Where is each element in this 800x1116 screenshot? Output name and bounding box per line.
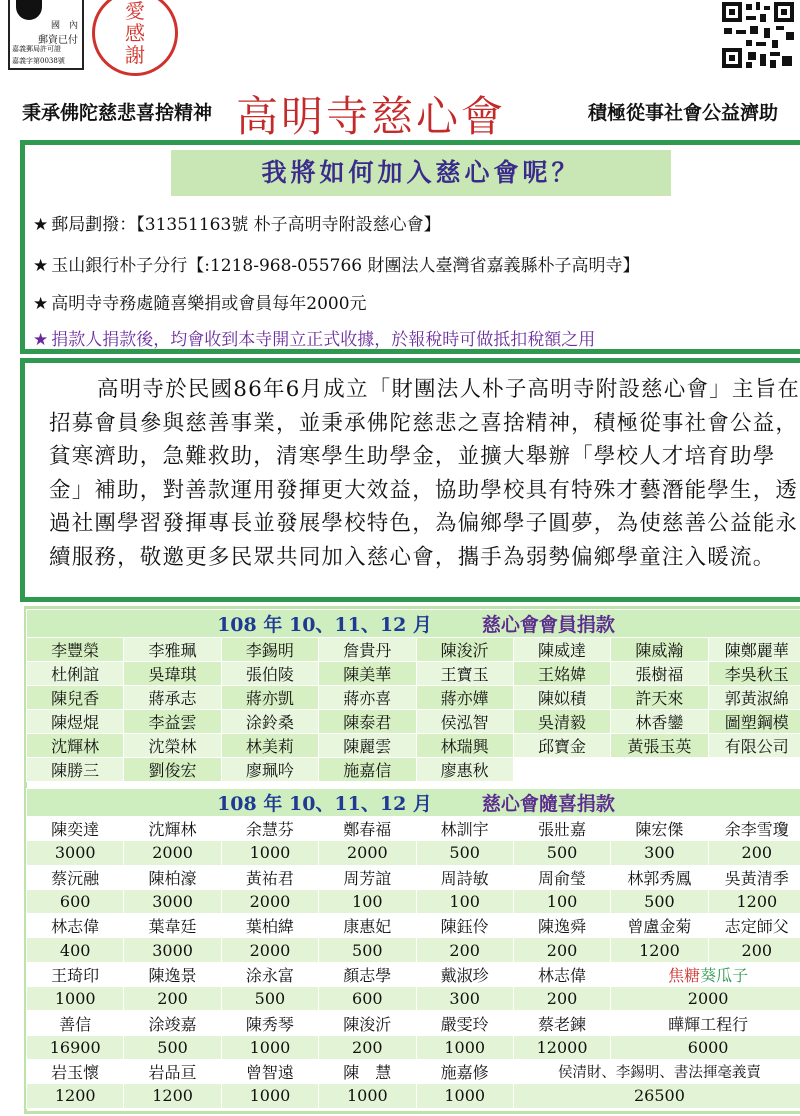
- donation-amount: 12000: [513, 1035, 610, 1059]
- donor-name: 康惠妃: [319, 914, 416, 938]
- table-row: [27, 865, 800, 889]
- member-name: 沈榮林: [124, 734, 221, 758]
- intro-box: [20, 358, 800, 602]
- member-name: 林美莉: [221, 734, 318, 758]
- donor-name: 陳鈺伶: [416, 914, 513, 938]
- donor-name: 余慧芬: [221, 817, 318, 841]
- table-row: [27, 938, 800, 962]
- donation-amount: 200: [708, 841, 800, 865]
- caption-period: 108 年 10、11、12 月: [217, 614, 432, 636]
- member-name: 王寶玉: [416, 662, 513, 686]
- member-name: 李雅珮: [124, 638, 221, 662]
- join-line-text: 高明寺寺務處隨喜樂捐或會員每年2000元: [51, 294, 367, 314]
- donor-name: 周芳誼: [319, 865, 416, 889]
- table-row: [27, 1011, 800, 1035]
- donor-name: 葉柏緯: [221, 914, 318, 938]
- donation-amount: 200: [513, 938, 610, 962]
- donation-amount: 200: [124, 987, 221, 1011]
- donation-amount: 300: [611, 841, 708, 865]
- donation-amount: 100: [319, 889, 416, 913]
- donor-name: 陳秀琴: [221, 1011, 318, 1035]
- donation-amount: 1000: [416, 1035, 513, 1059]
- donor-name: 吳黃清季: [708, 865, 800, 889]
- donor-name: 葉韋廷: [124, 914, 221, 938]
- donation-amount: 500: [124, 1035, 221, 1059]
- donation-amount: 1200: [124, 1084, 221, 1108]
- donor-name: 蔡老鍊: [513, 1011, 610, 1035]
- table-row: [27, 841, 800, 865]
- member-name: 詹貴丹: [319, 638, 416, 662]
- donor-name: 周詩敏: [416, 865, 513, 889]
- donation-amount: 26500: [513, 1084, 800, 1108]
- member-name: 李益雲: [124, 710, 221, 734]
- postmark-line: 郵資已付: [38, 35, 78, 46]
- donation-amount: 2000: [221, 889, 318, 913]
- donation-amount: 500: [513, 841, 610, 865]
- donation-amount: 2000: [221, 938, 318, 962]
- donation-amount: 600: [319, 987, 416, 1011]
- donation-table-caption: [27, 789, 800, 817]
- seal-char: 愛: [125, 0, 145, 23]
- top-strip: [0, 0, 800, 82]
- donor-name: 陳逸舜: [513, 914, 610, 938]
- member-name: 陳鄭麗華: [708, 638, 800, 662]
- donation-amount: 1000: [27, 987, 124, 1011]
- member-name: 圖塑鋼模: [708, 710, 800, 734]
- donor-name: 嚴雯玲: [416, 1011, 513, 1035]
- page-title: 高明寺慈心會: [236, 92, 507, 141]
- donation-amount: 1200: [611, 938, 708, 962]
- member-name: 陳麗雲: [319, 734, 416, 758]
- donation-amount: 2000: [611, 987, 800, 1011]
- donor-name: 鄭春福: [319, 817, 416, 841]
- donor-name: 善信: [27, 1011, 124, 1035]
- donation-amount: 500: [416, 841, 513, 865]
- join-line-office: [33, 289, 367, 314]
- donor-name: 陳 慧: [319, 1059, 416, 1083]
- member-name: 張伯陵: [221, 662, 318, 686]
- seal-char: 謝: [125, 43, 145, 67]
- donation-amount: 3000: [124, 889, 221, 913]
- donation-amount: 300: [416, 987, 513, 1011]
- member-name: 沈輝林: [27, 734, 124, 758]
- member-name: 吳瑋琪: [124, 662, 221, 686]
- member-name: 陳煜焜: [27, 710, 124, 734]
- donor-name: 陳宏傑: [611, 817, 708, 841]
- caption-label: 慈心會會員捐款: [481, 614, 615, 636]
- star-icon: ★: [33, 256, 49, 276]
- donation-amount: 200: [513, 987, 610, 1011]
- join-line-text: 郵局劃撥：【31351163號 朴子高明寺附設慈心會】: [51, 215, 441, 235]
- member-name: 張樹福: [611, 662, 708, 686]
- donor-name: 陳浚沂: [319, 1011, 416, 1035]
- thanks-seal: [92, 0, 178, 76]
- postage-paid-mark: [8, 0, 84, 70]
- member-table-caption: [27, 610, 800, 638]
- table-row: [27, 686, 800, 710]
- table-row: [27, 914, 800, 938]
- member-name: 李豐榮: [27, 638, 124, 662]
- donor-name: 岩品亘: [124, 1059, 221, 1083]
- donation-amount: 200: [319, 1035, 416, 1059]
- star-icon: ★: [33, 215, 49, 235]
- table-row: [27, 638, 800, 662]
- donor-name: 戴淑珍: [416, 962, 513, 986]
- donor-name: 沈輝林: [124, 817, 221, 841]
- donation-amount: 1200: [27, 1084, 124, 1108]
- member-name: 李吳秋玉: [708, 662, 800, 686]
- member-name: 施嘉信: [319, 758, 416, 782]
- seal-char: 感: [125, 21, 145, 45]
- donor-name: 余李雪瓊: [708, 817, 800, 841]
- table-row: [27, 758, 800, 782]
- donor-name: 涂永富: [221, 962, 318, 986]
- empty-cell: [513, 758, 800, 782]
- donor-name: 林志偉: [27, 914, 124, 938]
- donor-name: 林郭秀鳳: [611, 865, 708, 889]
- donor-name: 蔡沅融: [27, 865, 124, 889]
- member-name: 陳兒香: [27, 686, 124, 710]
- member-name: 廖珮吟: [221, 758, 318, 782]
- right-slogan: 積極從事社會公益濟助: [588, 102, 779, 124]
- table-row: [27, 1035, 800, 1059]
- table-row: [27, 734, 800, 758]
- donor-name: 曾盧金菊: [611, 914, 708, 938]
- donation-amount: 100: [513, 889, 610, 913]
- member-name: 廖惠秋: [416, 758, 513, 782]
- donation-amount: 1000: [221, 1084, 318, 1108]
- header: [0, 84, 800, 141]
- donor-name: 林訓宇: [416, 817, 513, 841]
- join-line-bank: [33, 251, 639, 276]
- member-name: 蔣亦凱: [221, 686, 318, 710]
- member-name: 陳姒積: [513, 686, 610, 710]
- donor-name: 周俞瑩: [513, 865, 610, 889]
- table-row: [27, 987, 800, 1011]
- donation-amount: 600: [27, 889, 124, 913]
- donor-name-wide: [611, 962, 800, 986]
- postmark-line: 嘉義郵局許可證: [12, 45, 61, 53]
- donation-amount: 200: [708, 938, 800, 962]
- donation-amount: 1200: [708, 889, 800, 913]
- donor-name: 侯清財、李錫明、書法揮毫義賣: [513, 1059, 800, 1083]
- member-name: 郭黃淑綿: [708, 686, 800, 710]
- member-name: 陳勝三: [27, 758, 124, 782]
- member-name: 涂鈴桑: [221, 710, 318, 734]
- intro-paragraph: 高明寺於民國86年6月成立「財團法人朴子高明寺附設慈心會」主旨在招募會員參與慈善事業，並秉承佛陀慈悲之喜捨精神，積極從事社會公益，貧寒濟助，急難救助，清寒學生助學金，並擴大舉辦「學校人才培育助學金」補助，對善款運用發揮更大效益，協助學校具有特殊才藝潛能學生，透過社團學習發揮專長並發展學校特色，為偏鄉學子圓夢，為使慈善公益能永續服務，敬邀更多民眾共同加入慈心會，攜手為弱勢偏鄉學童注入暖流。: [49, 377, 800, 570]
- star-icon: ★: [33, 294, 49, 314]
- donor-name: 陳奕達: [27, 817, 124, 841]
- table-row: [27, 889, 800, 913]
- donor-name: 林志偉: [513, 962, 610, 986]
- donor-name: 施嘉修: [416, 1059, 513, 1083]
- donor-name: 王琦印: [27, 962, 124, 986]
- member-name: 林香鑾: [611, 710, 708, 734]
- donation-amount: 6000: [611, 1035, 800, 1059]
- donor-name: 曄輝工程行: [611, 1011, 800, 1035]
- member-name: 許天來: [611, 686, 708, 710]
- table-row: [27, 1084, 800, 1108]
- table-row: [27, 710, 800, 734]
- member-name: 王姳媁: [513, 662, 610, 686]
- donation-amount: 1000: [416, 1084, 513, 1108]
- donor-name: 張壯嘉: [513, 817, 610, 841]
- table-row: [27, 817, 800, 841]
- donor-name: 黃祐君: [221, 865, 318, 889]
- join-box: [20, 140, 800, 354]
- donation-amount: 3000: [27, 841, 124, 865]
- postmark-line: 國 內: [50, 21, 78, 31]
- member-name: 陳浚沂: [416, 638, 513, 662]
- star-icon: ★: [33, 330, 49, 350]
- donation-amount: 500: [221, 987, 318, 1011]
- member-name: 陳威瀚: [611, 638, 708, 662]
- postmark-line: 嘉義字第0038號: [12, 57, 65, 65]
- member-name: 黃張玉英: [611, 734, 708, 758]
- join-line-text: 玉山銀行朴子分行【:1218-968-055766 財團法人臺灣省嘉義縣朴子高明寺】: [51, 256, 640, 276]
- donation-amount: 1000: [221, 1035, 318, 1059]
- member-name: 邱寶金: [513, 734, 610, 758]
- donation-amount: 500: [319, 938, 416, 962]
- join-line-text: 捐款人捐款後，均會收到本寺開立正式收據，於報稅時可做抵扣稅額之用: [51, 330, 596, 350]
- join-line-postal: [33, 210, 441, 235]
- table-row: [27, 962, 800, 986]
- member-name: 蔣亦嬅: [416, 686, 513, 710]
- member-name: 有限公司: [708, 734, 800, 758]
- join-line-receipt: [33, 325, 595, 350]
- member-name: 吳清毅: [513, 710, 610, 734]
- donation-amount: 400: [27, 938, 124, 962]
- donor-name: 涂竣嘉: [124, 1011, 221, 1035]
- post-logo-icon: [16, 0, 42, 20]
- member-donation-table: [26, 609, 800, 782]
- donation-amount: 2000: [319, 841, 416, 865]
- donor-name-green: 葵瓜子: [700, 965, 749, 985]
- member-name: 陳威達: [513, 638, 610, 662]
- member-name: 李錫明: [221, 638, 318, 662]
- qr-code-icon: [720, 0, 796, 70]
- member-name: 侯泓智: [416, 710, 513, 734]
- donation-amount: 3000: [124, 938, 221, 962]
- member-name: 蔣亦喜: [319, 686, 416, 710]
- caption-label: 慈心會隨喜捐款: [481, 793, 615, 815]
- table-row: [27, 662, 800, 686]
- donor-name: 顏志學: [319, 962, 416, 986]
- donation-amount: 200: [416, 938, 513, 962]
- donor-name: 曾智遠: [221, 1059, 318, 1083]
- donation-amount: 2000: [124, 841, 221, 865]
- donation-amount: 500: [611, 889, 708, 913]
- caption-period: 108 年 10、11、12 月: [217, 793, 432, 815]
- member-name: 杜俐誼: [27, 662, 124, 686]
- donor-name: 陳逸景: [124, 962, 221, 986]
- donation-amount: 100: [416, 889, 513, 913]
- table-row: [27, 1059, 800, 1083]
- member-name: 劉俊宏: [124, 758, 221, 782]
- join-title: 我將如何加入慈心會呢？: [171, 150, 671, 196]
- donation-amount: 1000: [319, 1084, 416, 1108]
- donor-name: 志定師父: [708, 914, 800, 938]
- member-name: 陳美華: [319, 662, 416, 686]
- donation-amount: 1000: [221, 841, 318, 865]
- member-name: 林瑞興: [416, 734, 513, 758]
- donor-name: 陳柏濠: [124, 865, 221, 889]
- general-donation-table: [26, 788, 800, 1109]
- left-slogan: 秉承佛陀慈悲喜捨精神: [22, 102, 213, 124]
- member-name: 陳泰君: [319, 710, 416, 734]
- donation-amount: 16900: [27, 1035, 124, 1059]
- member-name: 蔣承志: [124, 686, 221, 710]
- donor-name-red: 焦糖: [668, 965, 701, 985]
- donor-name: 岩玉懷: [27, 1059, 124, 1083]
